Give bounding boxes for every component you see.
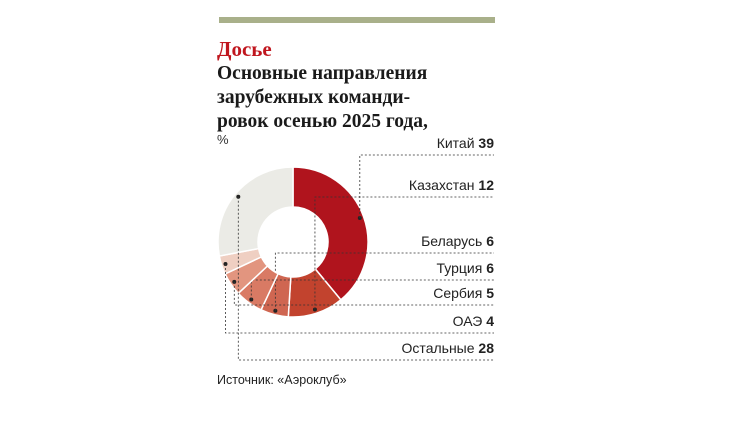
slice-value-остальные: 28 <box>478 340 494 356</box>
slice-name-китай: Китай <box>436 135 479 151</box>
section-kicker: Досье <box>217 37 272 61</box>
slice-value-китай: 39 <box>478 135 494 151</box>
slice-name-казахстан: Казахстан <box>408 177 479 193</box>
slice-value-беларусь: 6 <box>486 233 494 249</box>
slice-value-сербия: 5 <box>486 285 494 301</box>
slice-name-остальные: Остальные <box>401 340 479 356</box>
slice-label-беларусь <box>421 233 494 249</box>
slice-label-оаэ <box>453 313 495 329</box>
slice-value-турция: 6 <box>486 260 494 276</box>
slice-label-китай <box>437 135 495 151</box>
slice-name-турция: Турция <box>436 260 487 276</box>
slice-label-сербия <box>433 285 494 301</box>
slice-остальные <box>218 167 293 256</box>
slice-name-оаэ: ОАЭ <box>452 313 487 329</box>
slice-value-казахстан: 12 <box>478 177 494 193</box>
slice-name-сербия: Сербия <box>433 285 487 301</box>
slice-value-оаэ: 4 <box>486 313 494 329</box>
source-note: Источник: «Аэроклуб» <box>217 373 347 387</box>
chart-title: Основные направления зарубежных команди- ровок осенью 2025 года, <box>217 63 428 132</box>
unit-label: % <box>217 132 229 147</box>
slice-name-беларусь: Беларусь <box>421 233 487 249</box>
slice-label-остальные <box>402 340 495 356</box>
slice-label-турция <box>436 260 494 276</box>
slice-label-казахстан <box>409 177 494 193</box>
